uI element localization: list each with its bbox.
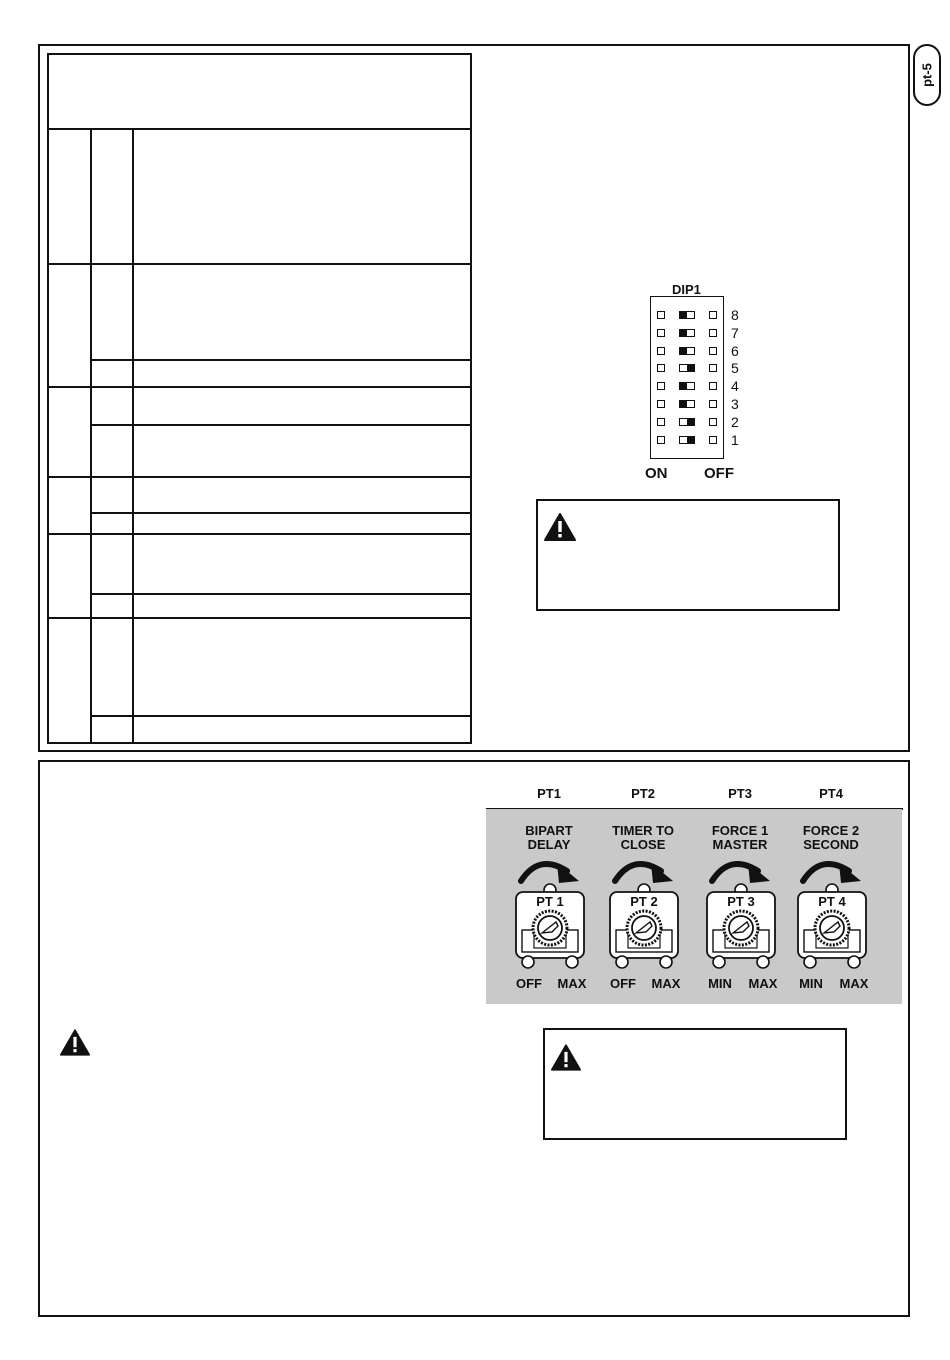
dip-pad bbox=[657, 347, 665, 355]
pot-name bbox=[781, 824, 881, 852]
dip-pad bbox=[657, 382, 665, 390]
trimmer-potentiometer-icon bbox=[606, 882, 682, 972]
pot-name bbox=[690, 824, 790, 852]
pot-name-line: BIPART bbox=[525, 823, 573, 838]
dip-switch-toggle bbox=[679, 382, 695, 390]
dip-pad bbox=[709, 436, 717, 444]
warning-triangle-icon bbox=[544, 513, 576, 541]
dip-pad bbox=[657, 364, 665, 372]
table-subrow-line bbox=[90, 593, 472, 595]
table-outline bbox=[47, 53, 472, 744]
dip-switch-knob bbox=[680, 312, 687, 318]
pot-name-line: FORCE 2 bbox=[802, 823, 860, 838]
dip-pad bbox=[657, 329, 665, 337]
pot-badge-label: PT 2 bbox=[630, 894, 658, 909]
pot-name-line: TIMER TO bbox=[612, 823, 674, 838]
table-row-line bbox=[47, 386, 472, 388]
pot-min-label: OFF bbox=[610, 976, 636, 991]
dip-pad bbox=[657, 436, 665, 444]
table-col-divider bbox=[132, 128, 134, 744]
trimmer-potentiometer-icon bbox=[794, 882, 870, 972]
dip-switch-number: 7 bbox=[731, 324, 739, 341]
pot-header: PT1 bbox=[537, 786, 561, 801]
dip-switch-knob bbox=[687, 419, 694, 425]
table-row-line bbox=[47, 533, 472, 535]
dip-pad bbox=[709, 329, 717, 337]
table-row-line bbox=[47, 617, 472, 619]
dip-switch-knob bbox=[680, 348, 687, 354]
pot-max-label: MAX bbox=[839, 976, 869, 991]
dip-switch-knob bbox=[687, 365, 694, 371]
pot-header: PT2 bbox=[631, 786, 655, 801]
warning-triangle-icon bbox=[60, 1029, 90, 1056]
dip-off-label: OFF bbox=[704, 465, 734, 482]
dip-switch-toggle bbox=[679, 347, 695, 355]
dip-body bbox=[650, 296, 724, 459]
pot-name bbox=[593, 824, 693, 852]
table-subrow-line bbox=[90, 512, 472, 514]
dip-switch-toggle bbox=[679, 400, 695, 408]
pot-min-label: MIN bbox=[799, 976, 823, 991]
pot-name-line: MASTER bbox=[712, 837, 768, 852]
dip-switch-number: 5 bbox=[731, 360, 739, 377]
dip-pad bbox=[709, 311, 717, 319]
dip-switch-number: 4 bbox=[731, 378, 739, 395]
warning-box bbox=[543, 1028, 847, 1140]
dip-switch-number: 1 bbox=[731, 431, 739, 448]
page-tab-label: pt-5 bbox=[919, 63, 935, 87]
dip-pad bbox=[657, 418, 665, 426]
dip-switch-number: 3 bbox=[731, 396, 739, 412]
dip-switch-number: 8 bbox=[731, 307, 739, 323]
dip-switch-knob bbox=[687, 437, 694, 443]
trimmer-potentiometer-icon bbox=[512, 882, 588, 972]
dip-switch-knob bbox=[680, 401, 687, 407]
dip-pad bbox=[709, 347, 717, 355]
warning-box bbox=[536, 499, 840, 611]
dip-switch-toggle bbox=[679, 329, 695, 337]
pot-max-label: MAX bbox=[557, 976, 587, 991]
table-col-divider bbox=[90, 128, 92, 744]
dip-switch-number: 6 bbox=[731, 342, 739, 359]
dip-switch-toggle bbox=[679, 418, 695, 426]
pot-name-line: FORCE 1 bbox=[711, 823, 769, 838]
pot-badge-label: PT 3 bbox=[727, 894, 755, 909]
pot-min-label: OFF bbox=[516, 976, 542, 991]
dip-switch-knob bbox=[680, 330, 687, 336]
dip-pad bbox=[709, 364, 717, 372]
pot-name-line: SECOND bbox=[803, 837, 859, 852]
table-row-line bbox=[47, 476, 472, 478]
table-subrow-line bbox=[90, 424, 472, 426]
dip-pad bbox=[709, 418, 717, 426]
dip-pad bbox=[709, 382, 717, 390]
pot-name bbox=[499, 824, 599, 852]
pot-header: PT3 bbox=[728, 786, 752, 801]
dip-pad bbox=[709, 400, 717, 408]
table-row-line bbox=[47, 128, 472, 130]
pot-max-label: MAX bbox=[748, 976, 778, 991]
pot-name-line: CLOSE bbox=[620, 837, 666, 852]
pot-min-label: MIN bbox=[708, 976, 732, 991]
pot-header: PT4 bbox=[819, 786, 843, 801]
pot-name-line: DELAY bbox=[527, 837, 571, 852]
pot-max-label: MAX bbox=[651, 976, 681, 991]
dip-switch-knob bbox=[680, 383, 687, 389]
pot-badge-label: PT 4 bbox=[818, 894, 846, 909]
table-subrow-line bbox=[90, 715, 472, 717]
dip-title: DIP1 bbox=[672, 282, 701, 297]
table-row-line bbox=[47, 263, 472, 265]
dip-switch-toggle bbox=[679, 311, 695, 319]
warning-triangle-icon bbox=[551, 1044, 581, 1071]
pot-badge-label: PT 1 bbox=[536, 894, 564, 909]
dip-pad bbox=[657, 311, 665, 319]
table-subrow-line bbox=[90, 359, 472, 361]
page-tab bbox=[913, 44, 941, 106]
dip-pad bbox=[657, 400, 665, 408]
dip-switch-number: 2 bbox=[731, 413, 739, 430]
trimmer-potentiometer-icon bbox=[703, 882, 779, 972]
dip-switch-toggle bbox=[679, 436, 695, 444]
dip-on-label: ON bbox=[645, 465, 668, 482]
dip-switch-toggle bbox=[679, 364, 695, 372]
